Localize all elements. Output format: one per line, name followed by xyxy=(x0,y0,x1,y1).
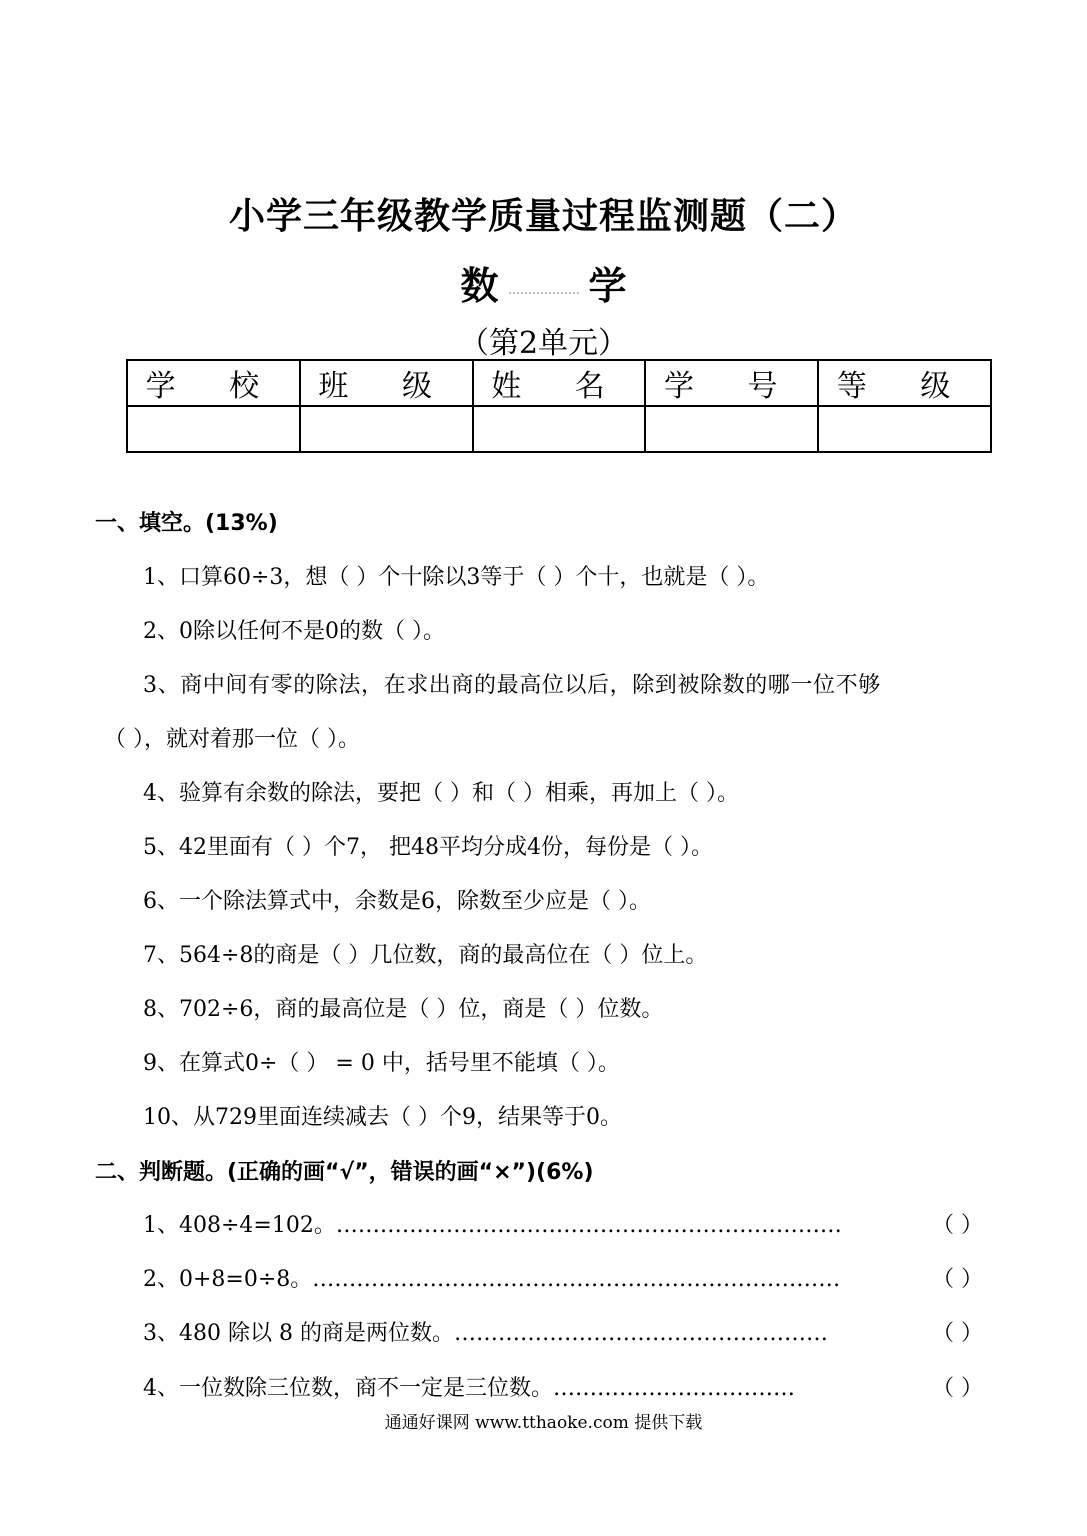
judge-answer-box[interactable]: （ ） xyxy=(932,1213,983,1238)
info-header-name: 姓 名 xyxy=(473,360,646,406)
fill-question-3: 3、商中间有零的除法，在求出商的最高位以后，除到被除数的哪一位不够 xyxy=(143,673,881,698)
name-field[interactable] xyxy=(473,406,646,452)
judge-answer-box[interactable]: （ ） xyxy=(932,1267,983,1292)
judge-item-4 xyxy=(143,1371,983,1402)
judge-answer-box[interactable]: （ ） xyxy=(932,1321,983,1346)
subject-left: 数 xyxy=(460,264,499,308)
fill-question-9: 9、在算式0÷（ ） = 0 中，括号里不能填（ ）。 xyxy=(143,1051,620,1076)
judge-item-text: 3、480 除以 8 的商是两位数。…………………………………………… xyxy=(143,1321,828,1346)
judge-item-2 xyxy=(143,1262,983,1293)
info-header-row xyxy=(127,360,991,406)
fill-question-2: 2、0除以任何不是0的数（ ）。 xyxy=(143,619,445,644)
school-field[interactable] xyxy=(127,406,300,452)
fill-question-7: 7、564÷8的商是（ ）几位数，商的最高位在（ ）位上。 xyxy=(143,943,708,968)
class-field[interactable] xyxy=(300,406,473,452)
grade-field[interactable] xyxy=(818,406,991,452)
subject-title xyxy=(0,255,1087,310)
info-header-grade: 等 级 xyxy=(818,360,991,406)
subject-right: 学 xyxy=(588,264,627,308)
fill-question-3-cont: （ ），就对着那一位（ ）。 xyxy=(104,727,360,752)
fill-question-5: 5、42里面有（ ）个7， 把48平均分成4份，每份是（ ）。 xyxy=(143,835,713,860)
judge-item-text: 2、0+8=0÷8。……………………………………………………………… xyxy=(143,1267,841,1292)
info-header-class: 班 级 xyxy=(300,360,473,406)
info-header-number: 学 号 xyxy=(645,360,818,406)
info-header-school: 学 校 xyxy=(127,360,300,406)
judge-item-text: 4、一位数除三位数，商不一定是三位数。…………………………… xyxy=(143,1376,795,1401)
subject-spacer xyxy=(509,284,579,294)
judge-item-3 xyxy=(143,1316,983,1347)
footer-source: 通通好课网 www.tthaoke.com 提供下载 xyxy=(384,1413,703,1433)
section1-heading: 一、填空。(13%) xyxy=(95,511,278,536)
section2-heading: 二、判断题。(正确的画“√”，错误的画“×”)(6%) xyxy=(95,1160,594,1185)
fill-question-8: 8、702÷6，商的最高位是（ ）位，商是（ ）位数。 xyxy=(143,997,664,1022)
fill-question-6: 6、一个除法算式中，余数是6，除数至少应是（ ）。 xyxy=(143,889,651,914)
fill-question-1: 1、口算60÷3，想（ ）个十除以3等于（ ）个十，也就是（ ）。 xyxy=(143,565,770,590)
student-info-table xyxy=(126,359,992,453)
number-field[interactable] xyxy=(645,406,818,452)
fill-question-4: 4、验算有余数的除法，要把（ ）和（ ）相乘，再加上（ ）。 xyxy=(143,781,739,806)
unit-subtitle: （第2单元） xyxy=(458,326,629,361)
judge-item-1 xyxy=(143,1208,983,1239)
fill-question-10: 10、从729里面连续减去（ ）个9，结果等于0。 xyxy=(143,1105,622,1130)
page-title: 小学三年级教学质量过程监测题（二） xyxy=(228,196,858,237)
judge-item-text: 1、408÷4=102。…………………………………………………………… xyxy=(143,1213,842,1238)
judge-answer-box[interactable]: （ ） xyxy=(932,1376,983,1401)
info-input-row xyxy=(127,406,991,452)
